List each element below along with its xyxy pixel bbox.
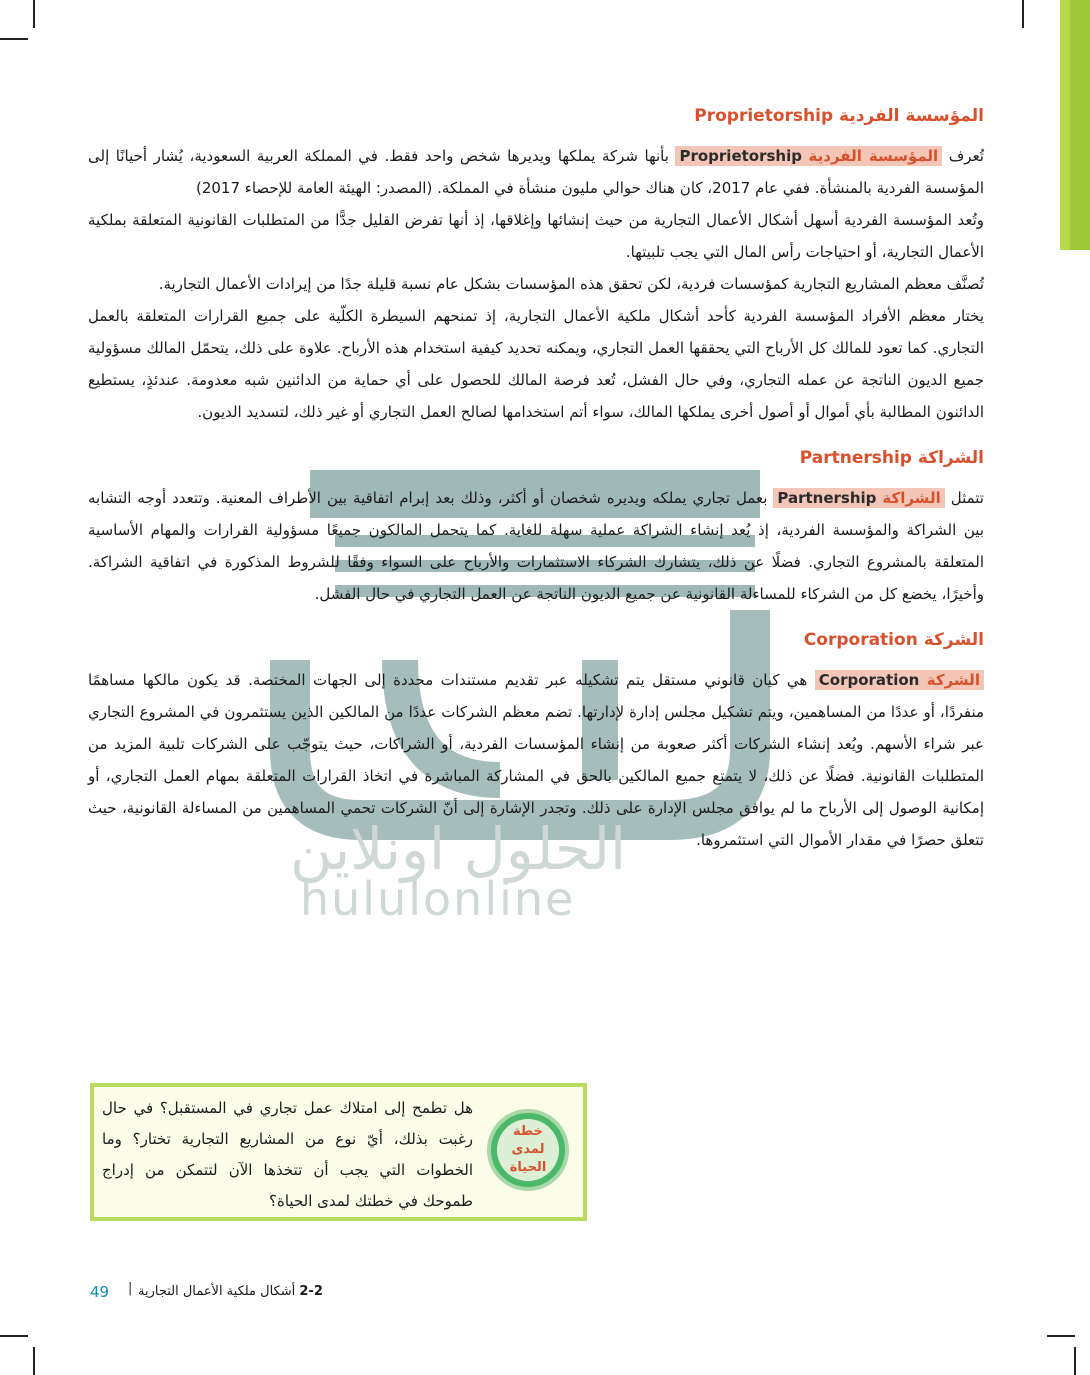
footer-section-title: 2-2 أشكال ملكية الأعمال التجارية [138,1284,323,1299]
page-content [88,100,984,856]
watermark-text: الحلول اونلاين [290,815,627,883]
heading-english: Corporation [803,630,918,650]
heading-arabic: الشراكة [917,448,984,468]
paragraph: وتُعد المؤسسة الفردية أسهل أشكال الأعمال التجارية من حيث إنشائها وإغلاقها، إذ أنها تفرض القليل جدًّا من المتطلبات القانونية المتعلقة بملكية الأعمال التجارية، أو احتياجات رأس المال التي يجب تلبيتها. [88,211,984,261]
section-heading [88,630,984,650]
lifelong-plan-badge: خطة لمدى الحياة [487,1109,569,1191]
paragraph: تُعرف المؤسسة الفردية Proprietorship بأنها شركة يملكها ويديرها شخص واحد فقط. في المملكة العربية السعودية، يُشار أحيانًا إلى المؤسسة الفردية بالمنشأة. ففي عام 2017، كان هناك حوالي مليون منشأة في المملكة. (المصدر: الهيئة العامة للإحصاء 2017) [88,147,984,197]
term-highlight: الشراكة Partnership [773,488,944,508]
lifelong-plan-text: هل تطمح إلى امتلاك عمل تجاري في المستقبل؟ في حال رغبت بذلك، أيّ نوع من المشاريع التجارية تختار؟ وما الخطوات التي يجب أن تتخذها الآن لتتمكن من إدراج طموحك في خطتك لمدى الحياة؟ [102,1099,473,1210]
heading-english: Proprietorship [694,106,834,126]
paragraph: تُصنَّف معظم المشاريع التجارية كمؤسسات فردية، لكن تحقق هذه المؤسسات بشكل عام نسبة قليلة جدًا من إيرادات الأعمال التجارية. [158,275,984,293]
watermark-latin: hululonline [300,872,576,926]
section-heading [88,448,984,468]
paragraph: يختار معظم الأفراد المؤسسة الفردية كأحد أشكال ملكية الأعمال التجارية، إذ تمنحهم السيطرة الكلّية على جميع القرارات المتعلقة بالعمل التجاري. كما تعود للمالك كل الأرباح التي يحققها العمل التجاري، ويمكنه تحديد كيفية استخدام هذه الأرباح. علاوة على ذلك، يتحمّل المالك مسؤولية جميع الديون الناتجة عن عمله التجاري، وفي حال الفشل، تُعد فرصة المالك للحصول على أي حماية من الدائنين شبه معدومة. عندئذٍ، يستطيع الدائنون المطالبة بأي أموال أو أصول أخرى يملكها المالك، سواء أتم استخدامها لصالح العمل التجاري أو غير ذلك، لتسديد الديون. [88,307,984,421]
paragraph: الشركة Corporation هي كيان قانوني مستقل يتم تشكيله عبر تقديم مستندات محددة إلى الجهات المختصة. قد يكون مالكها مساهمًا منفردًا، أو عددًا من المساهمين، ويتم تشكيل مجلس إدارة لإدارتها. تضم معظم الشركات عددًا من المالكين الذين يستثمرون في المشروع التجاري عبر شراء الأسهم. ويُعد إنشاء الشركات أكثر صعوبة من إنشاء المؤسسات الفردية، أو الشراكات، حيث يتوجّب على الشركات تلبية المزيد من المتطلبات القانونية. فضلًا عن ذلك، لا يتمتع جميع المالكين بالحق في المشاركة المباشرة في اتخاذ القرارات المتعلقة بمهام العمل التجاري، أو إمكانية الوصول إلى الأرباح ما لم يوافق مجلس الإدارة على ذلك. وتجدر الإشارة إلى أنّ الشركات تحمي المساهمين من المساءلة القانونية، حيث تتعلق حصرًا في مقدار الأموال التي استثمروها. [88,671,984,849]
lifelong-plan-box [90,1083,587,1221]
term-highlight: المؤسسة الفردية Proprietorship [675,146,942,166]
footer-separator: | [128,1281,133,1296]
heading-english: Partnership [799,448,912,468]
section-heading [88,106,984,126]
paragraph: تتمثل الشراكة Partnership بعمل تجاري يملكه ويديره شخصان أو أكثر، وذلك بعد إبرام اتفاقية بين الأطراف المعنية. وتتعدد أوجه التشابه بين الشراكة والمؤسسة الفردية، إذ يُعد إنشاء الشراكة عملية سهلة للغاية. كما يتحمل المالكون جميعًا مسؤولية القرارات والمهام الأساسية المتعلقة بالمشروع التجاري. فضلًا عن ذلك، يتشارك الشركاء الاستثمارات والأرباح على السواء وفقًا للشروط المذكورة في اتفاقية الشراكة. وأخيرًا، يخضع كل من الشركاء للمساءلة القانونية عن جميع الديون الناتجة عن العمل التجاري في حال الفشل. [88,489,984,603]
term-highlight: الشركة Corporation [815,670,984,690]
page-number: 49 [90,1283,110,1301]
heading-arabic: المؤسسة الفردية [839,106,984,126]
heading-arabic: الشركة [923,630,984,650]
